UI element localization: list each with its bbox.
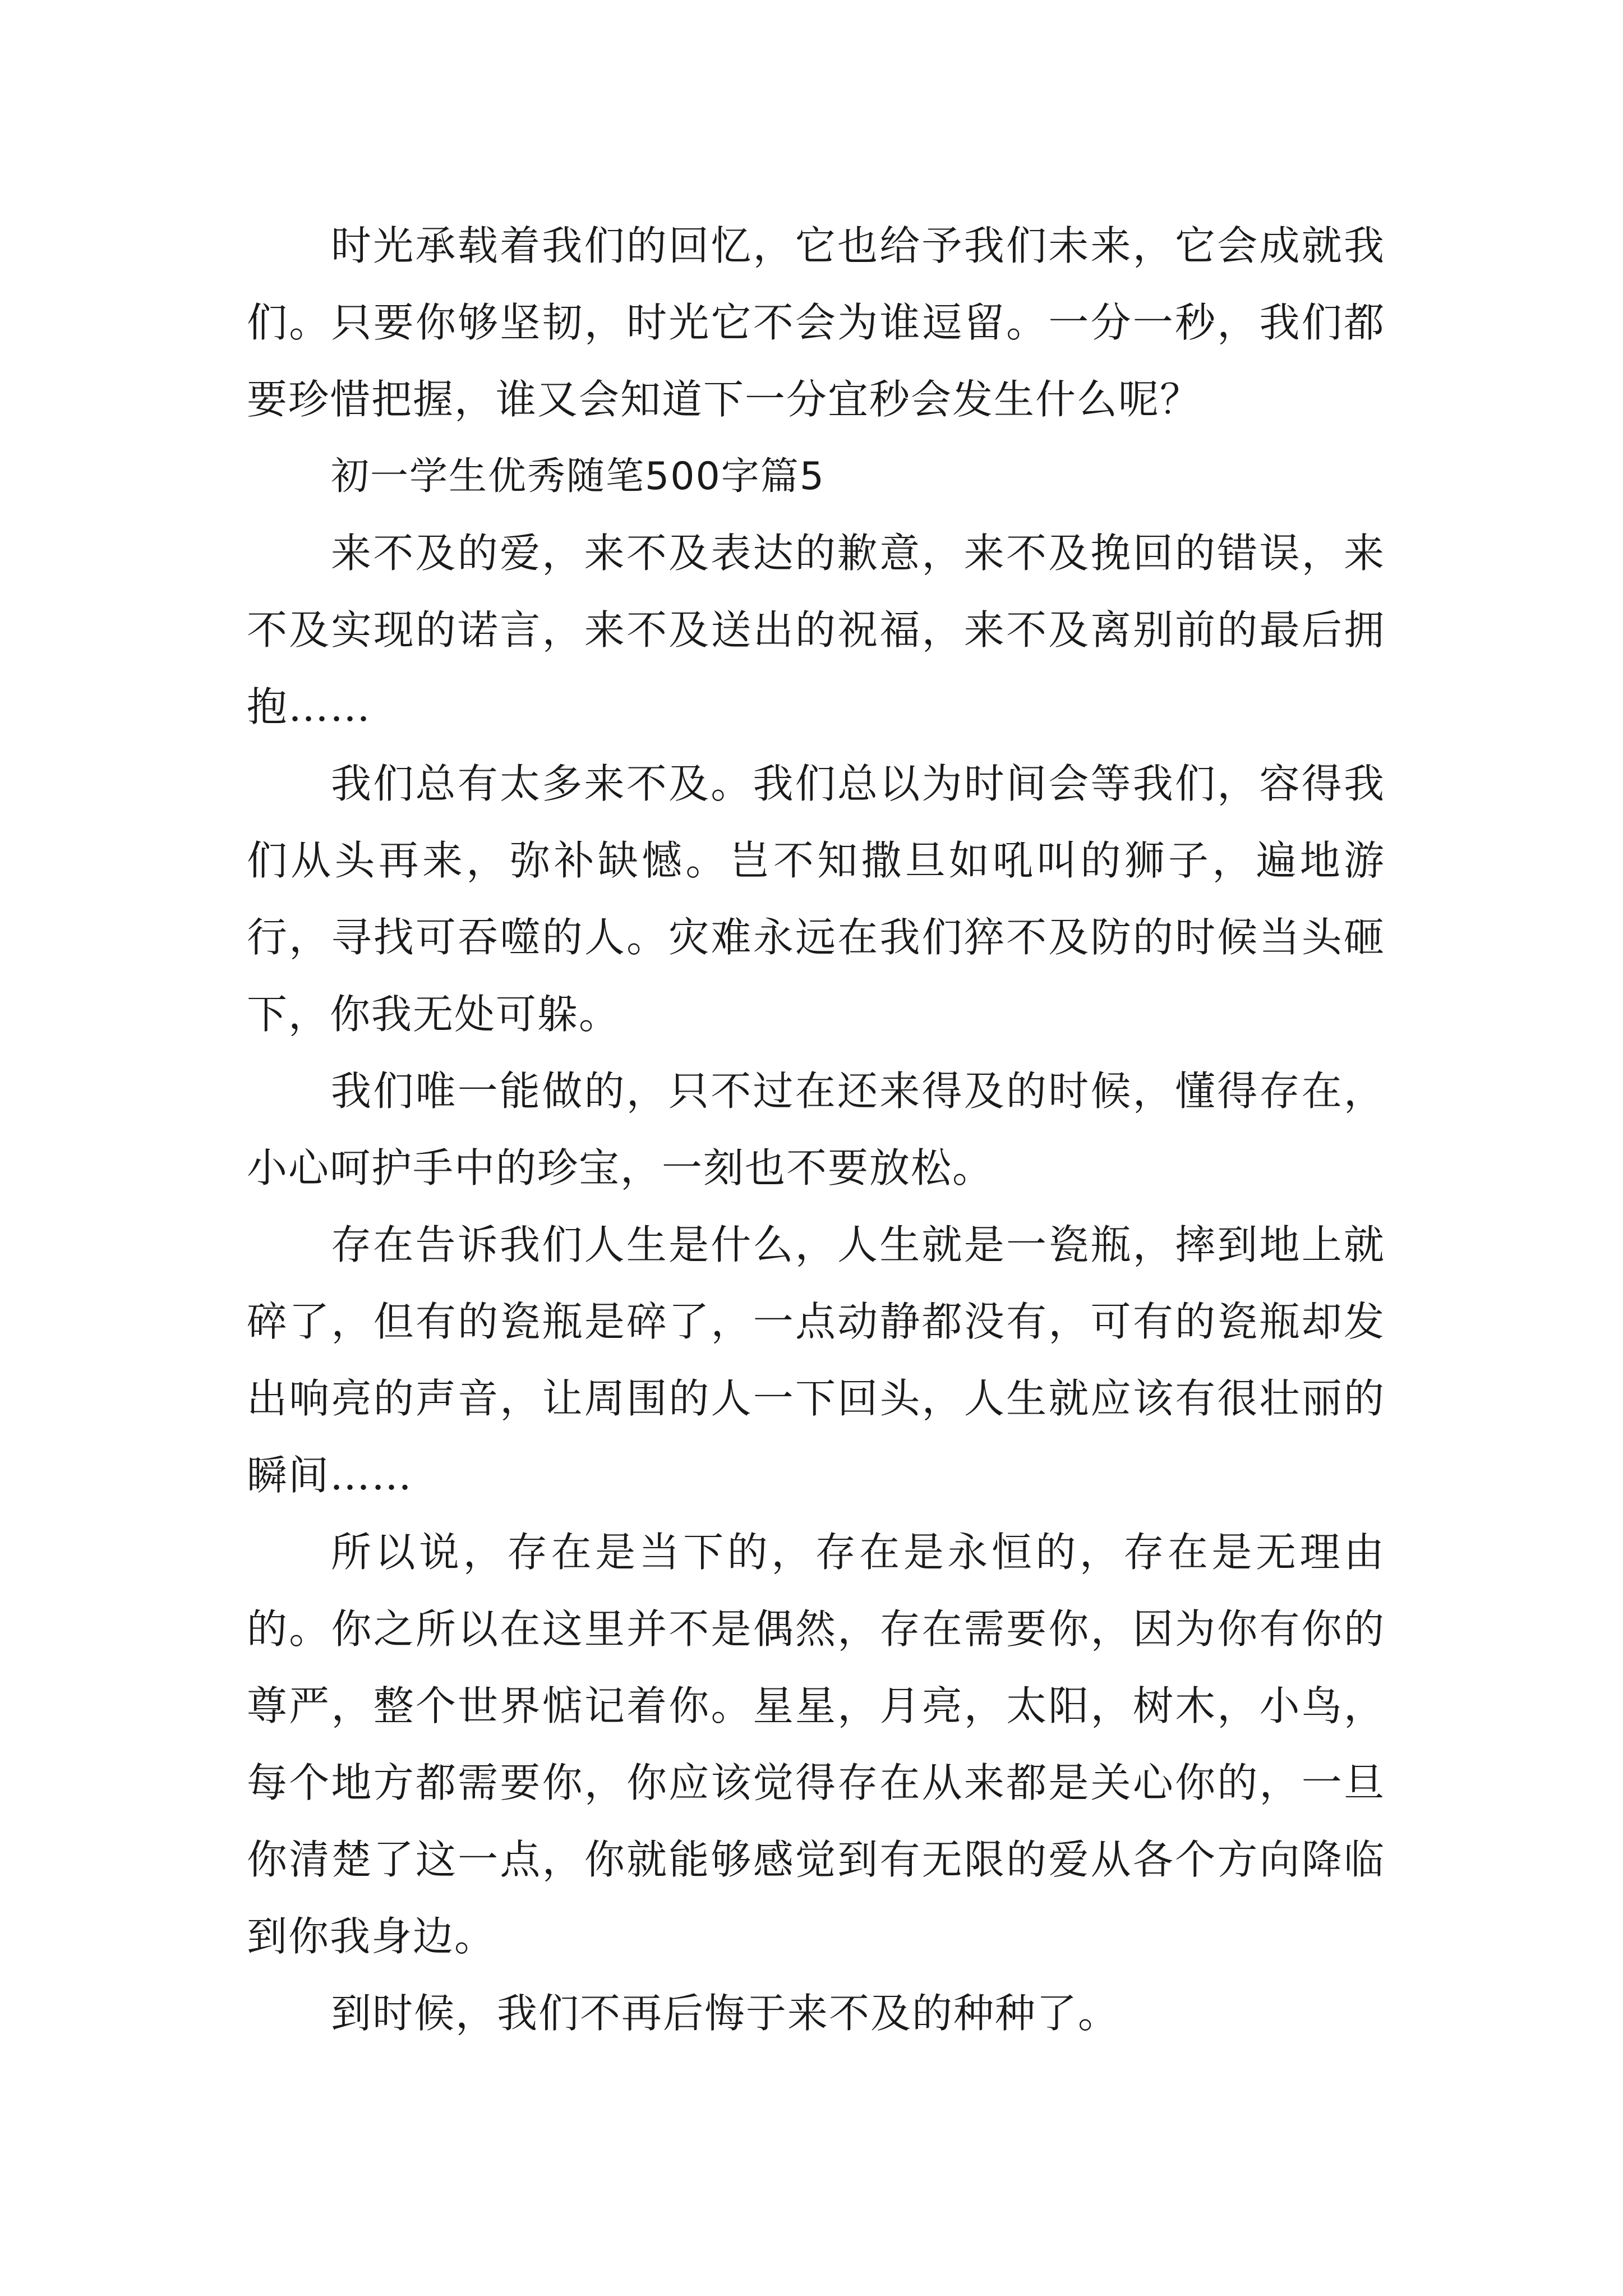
paragraph-6: 到时候，我们不再后悔于来不及的种种了。 bbox=[331, 1990, 1120, 2037]
paragraph-intro: 时光承载着我们的回忆，它也给予我们未来，它会成就我们。只要你够坚韧，时光它不会为谁逗留。一分一秒，我们都要珍惜把握，谁又会知道下一分宜秒会发生什么呢？ bbox=[247, 222, 1385, 423]
document-page bbox=[247, 208, 1385, 2052]
paragraph-5: 所以说，存在是当下的，存在是永恒的，存在是无理由的。你之所以在这里并不是偶然，存在需要你，因为你有你的尊严，整个世界惦记着你。星星，月亮，太阳，树木，小鸟，每个地方都需要你，你应该觉得存在从来都是关心你的，一旦你清楚了这一点，你就能够感觉到有无限的爱从各个方向降临到你我身边。 bbox=[247, 1529, 1385, 1960]
section-heading: 初一学生优秀随笔500字篇5 bbox=[331, 454, 826, 499]
paragraph-4: 存在告诉我们人生是什么，人生就是一瓷瓶，摔到地上就碎了，但有的瓷瓶是碎了，一点动静都没有，可有的瓷瓶却发出响亮的声音，让周围的人一下回头，人生就应该有很壮丽的瞬间…… bbox=[247, 1221, 1385, 1499]
paragraph-3: 我们唯一能做的，只不过在还来得及的时候，懂得存在，小心呵护手中的珍宝，一刻也不要放松。 bbox=[247, 1068, 1385, 1191]
paragraph-2: 我们总有太多来不及。我们总以为时间会等我们，容得我们从头再来，弥补缺憾。岂不知撒旦如吼叫的狮子，遍地游行，寻找可吞噬的人。灾难永远在我们猝不及防的时候当头砸下，你我无处可躲。 bbox=[247, 760, 1385, 1038]
paragraph-1: 来不及的爱，来不及表达的歉意，来不及挽回的错误，来不及实现的诺言，来不及送出的祝福，来不及离别前的最后拥抱…… bbox=[247, 530, 1385, 730]
